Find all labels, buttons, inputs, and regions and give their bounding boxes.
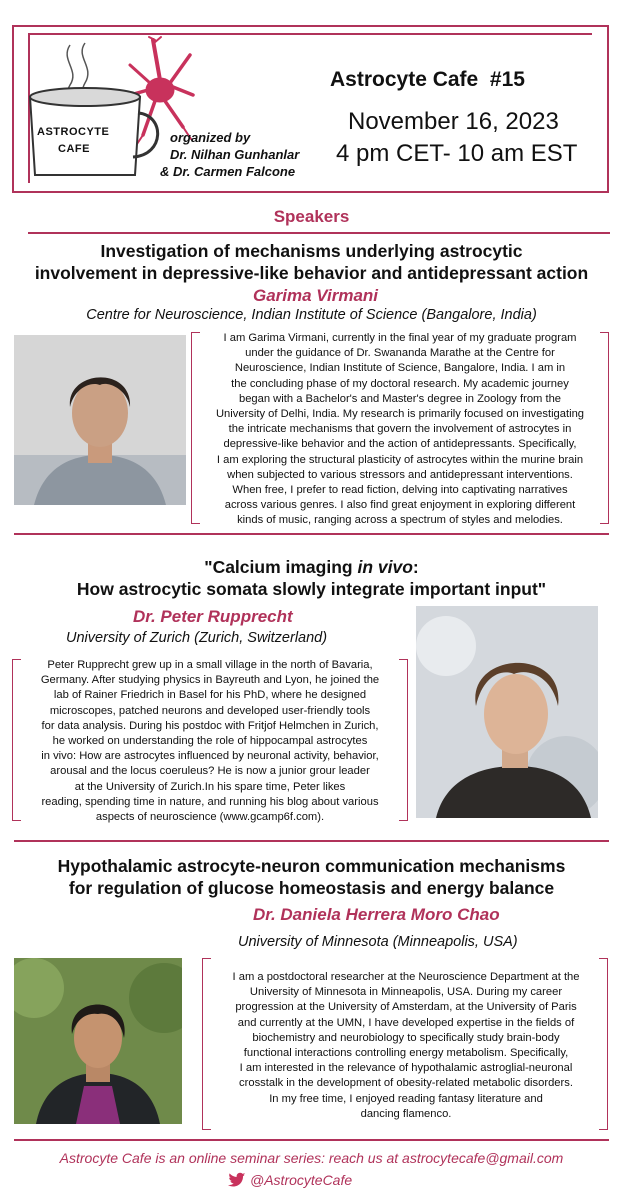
divider	[14, 533, 609, 535]
organizer-1: Dr. Nilhan Gunhanlar	[170, 147, 300, 162]
talk3-title-line2: for regulation of glucose homeostasis and energy balance	[68, 878, 555, 898]
talk3-institution: University of Minnesota (Minneapolis, USA)	[238, 934, 518, 950]
cup-label-line2: CAFE	[58, 143, 90, 155]
talk1-title-line2: involvement in depressive-like behavior and antidepressant action	[34, 263, 589, 283]
talk3-title-line1: Hypothalamic astrocyte-neuron communication mechanisms	[57, 856, 566, 876]
talk1-bio: I am Garima Virmani, currently in the final year of my graduate program under the guidance of Dr. Swananda Marathe at the Centre for Neuroscience, Indian Institute of Science, Bangalore, India. I am in the concluding phase of my doctoral research. My academic journey began with a Bachelor's and Master's degree in Zoology from the University of Delhi, India. My research is primarily focused on investigating the intricate mechanisms that govern the involvement of astrocytes in depressive-like behavior and the action of antidepressants. Specifically, I am exploring the structural plasticity of astrocytes within the murine brain when subjected to various stressors and antidepressant interventions. When free, I prefer to read fiction, delving into captivating narratives across various genres. I also find great enjoyment in exploring different kinds of music, ranging across a spectrum of styles and melodies.	[215, 332, 585, 527]
cup-label-line1: ASTROCYTE	[37, 126, 110, 138]
speakers-heading: Speakers	[273, 207, 350, 226]
divider	[14, 1139, 609, 1141]
talk2-title-line2: How astrocytic somata slowly integrate important input"	[76, 579, 547, 599]
organizer-2: & Dr. Carmen Falcone	[160, 164, 296, 179]
astrocyte-cup-logo	[25, 35, 195, 185]
divider	[14, 840, 609, 842]
event-title: Astrocyte Cafe #15	[330, 68, 525, 91]
footer-contact: Astrocyte Cafe is an online seminar series: reach us at astrocytecafe@gmail.com	[59, 1150, 564, 1166]
talk3-speaker-name: Dr. Daniela Herrera Moro Chao	[253, 905, 500, 924]
talk1-speaker-photo	[14, 335, 186, 505]
talk2-speaker-name: Dr. Peter Rupprecht	[133, 607, 293, 626]
talk1-speaker-name: Garima Virmani	[253, 286, 379, 305]
talk2-speaker-photo	[416, 606, 598, 818]
organized-by-label: organized by	[170, 130, 251, 145]
event-date: November 16, 2023	[348, 108, 559, 135]
twitter-bird-icon	[228, 1172, 246, 1188]
twitter-handle[interactable]: @AstrocyteCafe	[250, 1172, 353, 1188]
talk1-title-line1: Investigation of mechanisms underlying astrocytic	[100, 241, 523, 261]
talk2-title-line1: "Calcium imaging in vivo:	[204, 557, 419, 577]
talk1-institution: Centre for Neuroscience, Indian Institute of Science (Bangalore, India)	[86, 307, 537, 323]
talk2-institution: University of Zurich (Zurich, Switzerland)	[66, 630, 328, 646]
talk3-speaker-photo	[14, 958, 182, 1124]
divider	[28, 232, 610, 234]
talk2-bio: Peter Rupprecht grew up in a small village in the north of Bavaria, Germany. After studying physics in Bayreuth and Lyon, he joined the lab of Rainer Friedrich in Basel for his PhD, where he designed microscopes, patched neurons and developed user-friendly tools for data analysis. During his postdoc with Fritjof Helmchen in Zurich, he worked on understanding the role of hippocampal astrocytes in vivo: How are astrocytes influenced by neuronal activity, behavior, arousal and the locus coeruleus? He is now a junior grour leader at the University of Zurich.In his spare time, Peter likes reading, spending time in nature, and running his blog about various aspects of neuroscience (www.gcamp6f.com).	[40, 659, 380, 824]
talk3-bio: I am a postdoctoral researcher at the Neuroscience Department at the University of Minnesota in Minneapolis, USA. During my career progression at the University of Amsterdam, at the University of Paris and currently at the UMN, I have developed expertise in the fields of biochemistry and neurobiology to specifically study brain-body functional interactions controlling energy metabolism. Specifically, I am interested in the relevance of hypothalamic astroglial-neuronal crosstalk in the development of obesity-related metabolic disorders. In my free time, I enjoyed reading fantasy literature and dancing flamenco.	[232, 971, 580, 1120]
event-time: 4 pm CET- 10 am EST	[336, 140, 578, 167]
